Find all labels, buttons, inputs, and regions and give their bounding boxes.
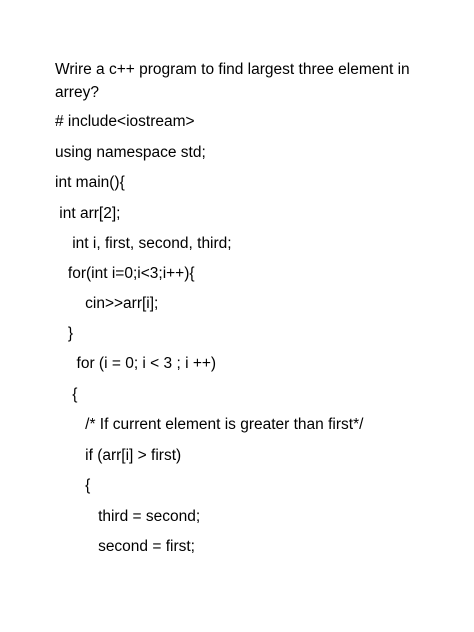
question-line-2: arrey? xyxy=(55,84,99,101)
code-line-include: # include<iostream> xyxy=(55,113,195,130)
code-line-close-brace: } xyxy=(55,325,74,342)
code-line-cin: cin>>arr[i]; xyxy=(55,295,159,312)
code-line-for-input: for(int i=0;i<3;i++){ xyxy=(55,265,195,282)
code-line-second-assign: second = first; xyxy=(55,538,195,555)
code-line-if: if (arr[i] > first) xyxy=(55,447,182,464)
code-line-if-brace: { xyxy=(55,477,91,494)
code-line-open-brace: { xyxy=(55,386,78,403)
code-line-for-loop: for (i = 0; i < 3 ; i ++) xyxy=(55,355,217,372)
code-line-array-decl: int arr[2]; xyxy=(55,205,121,222)
question-line-1: Wrire a c++ program to find largest three element in xyxy=(55,61,410,78)
code-line-main: int main(){ xyxy=(55,174,125,191)
code-line-comment: /* If current element is greater than first*/ xyxy=(55,416,364,433)
code-line-third-assign: third = second; xyxy=(55,508,201,525)
code-line-namespace: using namespace std; xyxy=(55,144,206,161)
code-line-var-decl: int i, first, second, third; xyxy=(55,235,232,252)
